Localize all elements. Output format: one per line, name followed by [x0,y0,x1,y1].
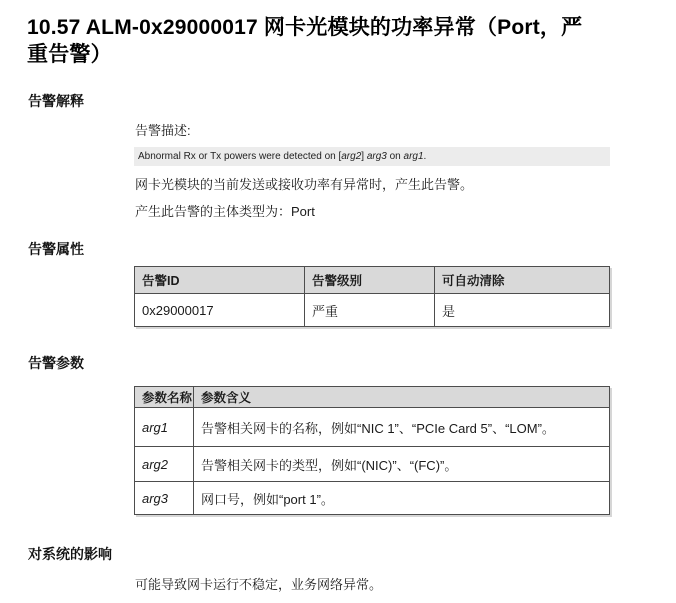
system-impact-text: 可能导致网卡运行不稳定，业务网络异常。 [135,577,383,592]
page-title-line-1: 10.57 ALM-0x29000017 网卡光模块的功率异常（Port，严 [27,16,583,39]
alarm-subject-type-text: 产生此告警的主体类型为：Port [135,204,315,219]
parameter-row-arg1 [135,408,610,447]
section-heading-system-impact: 对系统的影响 [28,546,112,562]
alarm-description-bar [134,147,610,166]
alarm-parameters-table [134,386,610,515]
desc-text-prefix: Abnormal Rx or Tx powers were detected on [ [138,151,342,162]
parameter-row-arg2 [135,447,610,482]
param-header-meaning: 参数含义 [194,387,610,408]
page-title [27,15,582,68]
section-heading-alarm-attributes: 告警属性 [28,241,84,257]
alarm-description-label: 告警描述: [135,123,191,138]
attributes-data-row [135,294,610,327]
desc-text-mid1: ] [361,151,367,162]
attr-value-auto-clear: 是 [435,294,610,327]
alarm-attributes-table [134,266,610,327]
parameter-row-arg3 [135,482,610,515]
attr-header-severity: 告警级别 [305,267,435,294]
param-meaning-arg3: 网口号，例如“port 1”。 [194,482,610,515]
desc-arg2: arg2 [341,151,362,162]
section-heading-alarm-explanation: 告警解释 [28,93,84,109]
parameters-header-row [135,387,610,408]
param-meaning-arg2: 告警相关网卡的类型，例如“(NIC)”、“(FC)”。 [194,447,610,482]
attributes-header-row [135,267,610,294]
page-title-line-2: 重告警） [27,42,112,66]
section-heading-alarm-parameters: 告警参数 [28,355,84,371]
attr-header-alarm-id: 告警ID [135,267,305,294]
attr-value-severity: 严重 [305,294,435,327]
attr-header-auto-clear: 可自动清除 [435,267,610,294]
param-name-arg3: arg3 [135,482,194,515]
desc-arg1: arg1 [403,151,424,162]
desc-text-suffix: . [423,151,427,162]
alarm-cause-text: 网卡光模块的当前发送或接收功率有异常时，产生此告警。 [135,177,474,192]
param-name-arg2: arg2 [135,447,194,482]
param-name-arg1: arg1 [135,408,194,447]
param-meaning-arg1: 告警相关网卡的名称，例如“NIC 1”、“PCIe Card 5”、“LOM”。 [194,408,610,447]
attr-value-alarm-id: 0x29000017 [135,294,305,327]
param-header-name: 参数名称 [135,387,194,408]
desc-arg3: arg3 [366,151,387,162]
desc-text-mid2: on [386,151,404,162]
